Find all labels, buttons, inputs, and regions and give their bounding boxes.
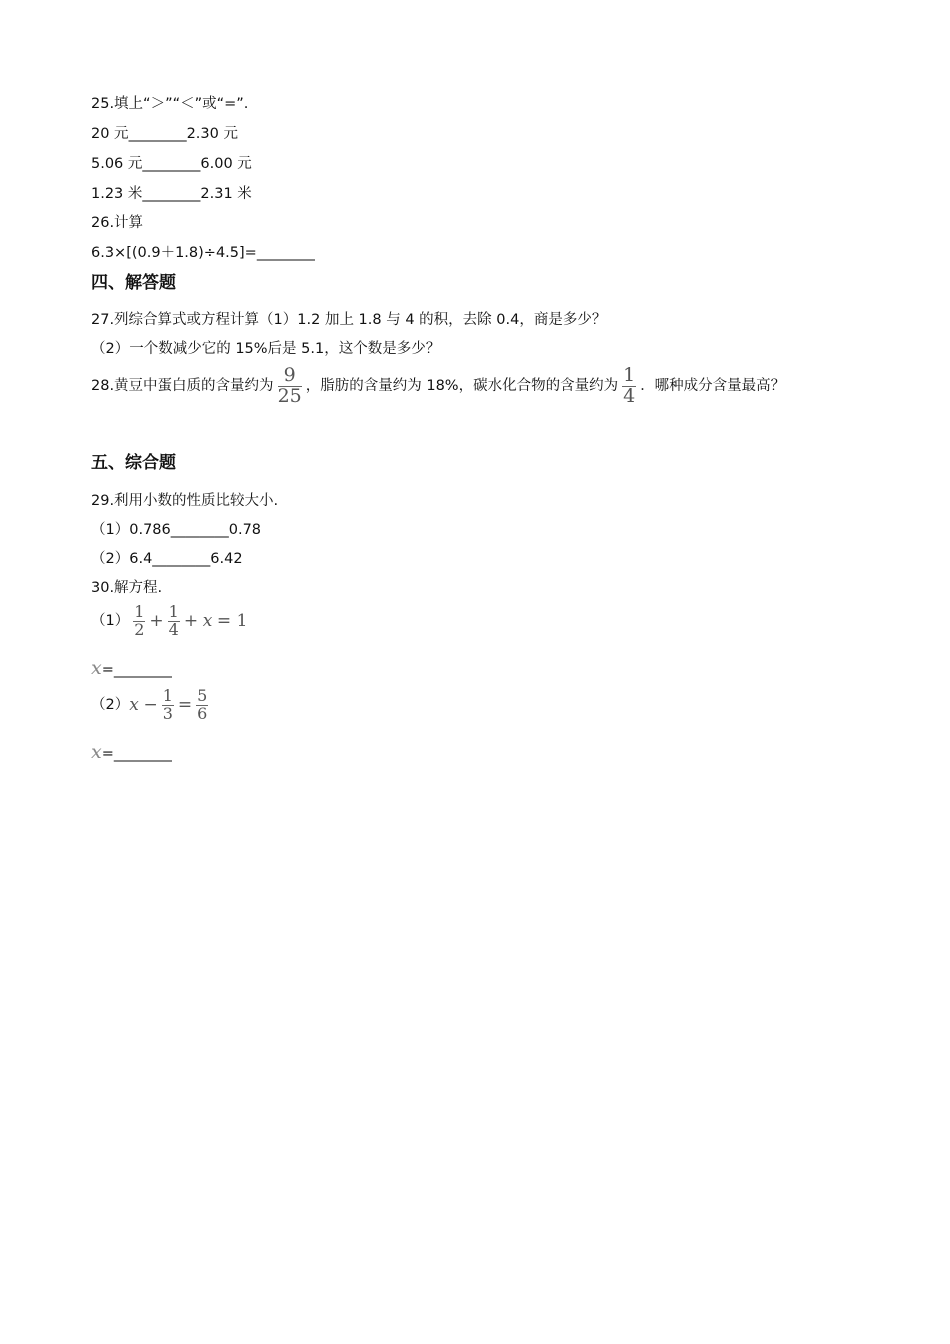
q29-row-2-label: （2）: [91, 551, 130, 567]
q28-frac1-den: 25: [277, 384, 302, 407]
q29-row-1-right: 0.78: [228, 522, 262, 538]
q30-eq1-tail: = 1: [216, 611, 248, 631]
q25-row-3-blank[interactable]: ________: [142, 186, 201, 202]
q30-answer-2: [91, 740, 172, 766]
q30-eq1-fraction-2: [168, 601, 180, 639]
q28-frac1-num: 9: [278, 366, 302, 387]
q25-row-1-left: 20 元: [91, 126, 129, 142]
q26-title: 26.计算: [91, 215, 144, 231]
q28-text-c: ．哪种成分含量最高？: [640, 378, 786, 394]
q29-row-2-right: 6.42: [210, 551, 243, 567]
q25-row-2-left: 5.06 元: [91, 156, 143, 172]
q26-blank[interactable]: ________: [256, 245, 315, 261]
q30-equation-1: [91, 600, 247, 642]
q30-answer-1-var: x: [91, 657, 102, 679]
q28-question: [91, 364, 785, 408]
q30-eq2-f1-den: 3: [162, 703, 173, 723]
q25-row-3: [91, 184, 252, 204]
q25-row-1: [91, 124, 238, 144]
q30-eq2-var: x: [129, 695, 139, 715]
q29-row-1-label: （1）: [91, 522, 130, 538]
q25-row-3-left: 1.23 米: [91, 186, 143, 202]
q30-eq2-label: （2）: [91, 697, 130, 713]
q30-eq1-f1-num: 1: [134, 601, 145, 621]
q29-row-2: [91, 549, 243, 569]
q28-text-a: 28.黄豆中蛋白质的含量约为: [91, 378, 274, 394]
q30-eq1-label: （1）: [91, 613, 130, 629]
q30-eq2-f2-num: 5: [197, 685, 208, 705]
q25-row-2: [91, 154, 252, 174]
q25-title: 25.填上“＞”“＜”或“=”.: [91, 96, 249, 112]
q25-row-1-blank[interactable]: ________: [128, 126, 187, 142]
q25-row-2-right: 6.00 元: [200, 156, 252, 172]
q30-answer-2-blank[interactable]: ________: [113, 746, 172, 762]
q25-row-2-blank[interactable]: ________: [142, 156, 201, 172]
q26-expr: 6.3×[(0.9＋1.8)÷4.5]=: [91, 245, 257, 261]
q30-eq1-f2-num: 1: [168, 601, 179, 621]
q29-row-1-left: 0.786: [129, 522, 171, 538]
q25-row-1-right: 2.30 元: [186, 126, 238, 142]
q30-eq2-op: −: [143, 695, 158, 715]
q30-answer-2-eq: =: [101, 746, 114, 762]
q27-part-1: 27.列综合算式或方程计算（1）1.2 加上 1.8 与 4 的积，去除 0.4，商是多少？: [91, 312, 607, 328]
q29-row-1-blank[interactable]: ________: [170, 522, 229, 538]
q30-eq2-f1-num: 1: [162, 685, 173, 705]
q30-eq1-op2: +: [183, 611, 199, 631]
q30-eq1-op1: +: [149, 611, 164, 631]
q30-eq1-fraction-1: [133, 601, 145, 639]
section-5-heading: 五、综合题: [91, 453, 176, 473]
q29-row-2-left: 6.4: [129, 551, 153, 567]
q28-frac2-num: 1: [623, 363, 636, 386]
q29-row-2-blank[interactable]: ________: [152, 551, 211, 567]
q30-answer-1-eq: =: [101, 662, 114, 678]
q30-eq1-f2-den: 4: [168, 619, 179, 639]
q30-eq2-fraction-1: [162, 685, 174, 723]
q28-fraction-protein: [277, 363, 302, 407]
q29-row-1: [91, 520, 261, 540]
q30-eq1-var: x: [202, 611, 213, 631]
q30-answer-1: [91, 656, 172, 682]
q30-equation-2: [91, 684, 212, 726]
q26-expression: [91, 243, 315, 263]
q28-frac2-den: 4: [623, 384, 636, 407]
q30-eq2-eq: =: [177, 695, 193, 715]
q25-row-3-right: 2.31 米: [200, 186, 252, 202]
q30-eq2-f2-den: 6: [197, 703, 208, 723]
q30-title: 30.解方程.: [91, 580, 163, 596]
q28-text-b: ，脂肪的含量约为 18%，碳水化合物的含量约为: [305, 378, 619, 394]
q28-fraction-carbs: [622, 363, 636, 407]
section-4-heading: 四、解答题: [91, 273, 176, 293]
q30-eq1-f1-den: 2: [134, 619, 145, 639]
q29-title: 29.利用小数的性质比较大小.: [91, 493, 279, 509]
q27-part-2: （2）一个数减少它的 15%后是 5.1，这个数是多少？: [91, 341, 441, 357]
q30-answer-2-var: x: [91, 741, 102, 763]
q30-eq2-fraction-2: [196, 685, 208, 723]
q30-answer-1-blank[interactable]: ________: [113, 662, 172, 678]
